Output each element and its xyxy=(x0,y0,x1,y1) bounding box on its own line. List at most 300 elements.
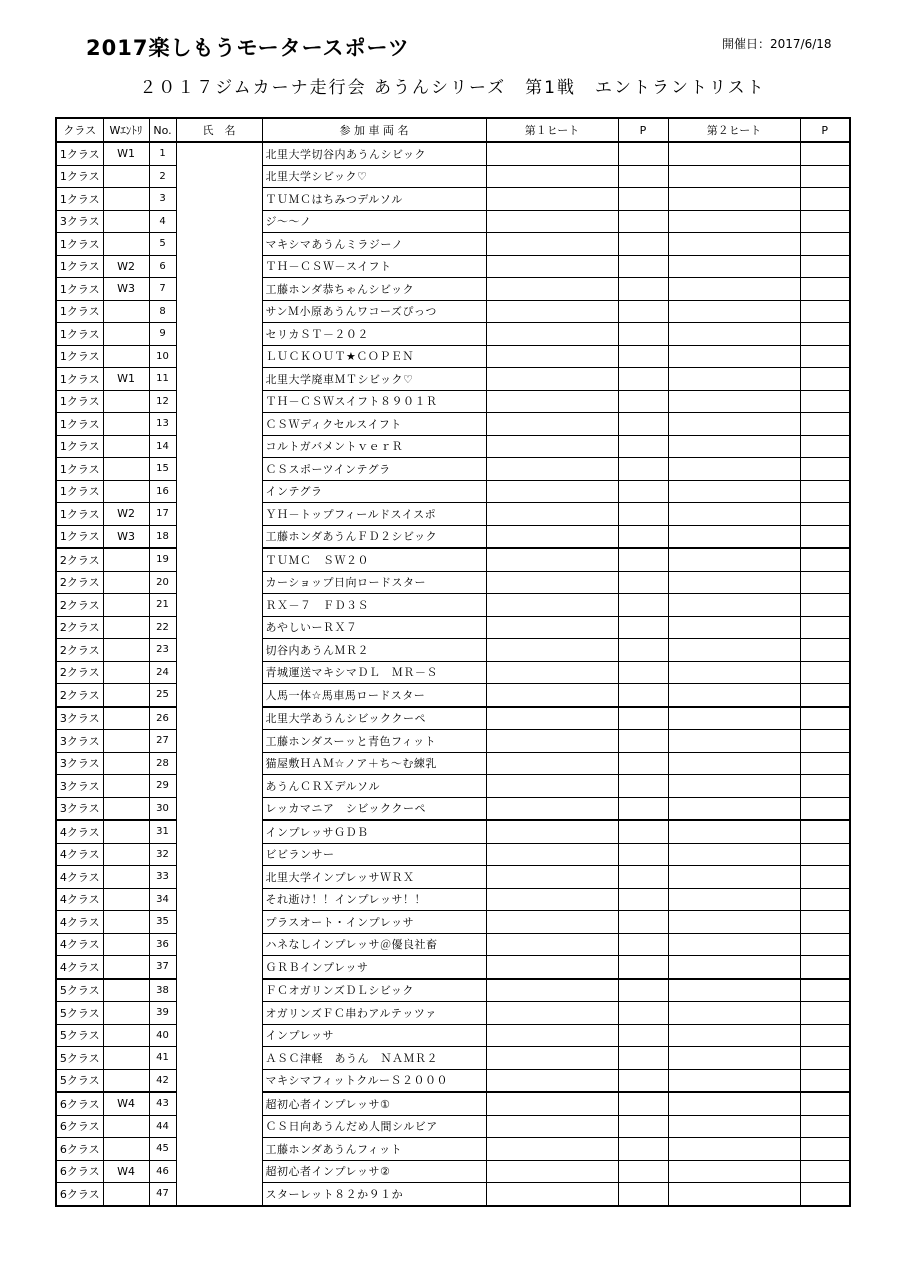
w-entry-cell xyxy=(103,616,149,639)
vehicle-cell: 工藤ホンダスーッと青色フィット xyxy=(262,730,486,753)
penalty-2-cell xyxy=(800,1047,850,1070)
name-cell xyxy=(176,1002,262,1025)
class-cell: 3クラス xyxy=(56,797,103,820)
w-entry-cell xyxy=(103,797,149,820)
vehicle-cell: 超初心者インプレッサ① xyxy=(262,1092,486,1115)
vehicle-cell: あうんＣＲＸデルソル xyxy=(262,775,486,798)
w-entry-cell xyxy=(103,911,149,934)
w-entry-cell xyxy=(103,345,149,368)
w-entry-cell xyxy=(103,866,149,889)
heat-2-cell xyxy=(668,1092,800,1115)
w-entry-cell xyxy=(103,888,149,911)
w-entry-cell xyxy=(103,1115,149,1138)
heat-1-cell xyxy=(486,1024,618,1047)
table-row xyxy=(56,233,850,256)
number-cell: 3 xyxy=(149,188,176,211)
table-row xyxy=(56,797,850,820)
vehicle-cell: ＬＵＣＫＯＵＴ★ＣＯＰＥＮ xyxy=(262,345,486,368)
table-row xyxy=(56,979,850,1002)
penalty-1-cell xyxy=(618,458,668,481)
vehicle-cell: セリカＳＴ－２０２ xyxy=(262,323,486,346)
vehicle-cell: プラスオート・インプレッサ xyxy=(262,911,486,934)
number-cell: 41 xyxy=(149,1047,176,1070)
heat-2-cell xyxy=(668,684,800,707)
name-cell xyxy=(176,1024,262,1047)
class-cell: 4クラス xyxy=(56,866,103,889)
vehicle-cell: マキシマあうんミラジーノ xyxy=(262,233,486,256)
penalty-2-cell xyxy=(800,210,850,233)
penalty-1-cell xyxy=(618,1047,668,1070)
class-cell: 3クラス xyxy=(56,775,103,798)
table-row xyxy=(56,165,850,188)
penalty-1-cell xyxy=(618,730,668,753)
penalty-1-cell xyxy=(618,843,668,866)
class-cell: 1クラス xyxy=(56,368,103,391)
heat-1-cell xyxy=(486,639,618,662)
penalty-2-cell xyxy=(800,1002,850,1025)
vehicle-cell: ＲＸ－７ ＦＤ３Ｓ xyxy=(262,594,486,617)
column-header-penalty-1: P xyxy=(618,118,668,142)
heat-2-cell xyxy=(668,368,800,391)
penalty-2-cell xyxy=(800,1069,850,1092)
class-cell: 6クラス xyxy=(56,1138,103,1161)
class-cell: 2クラス xyxy=(56,571,103,594)
penalty-2-cell xyxy=(800,979,850,1002)
heat-1-cell xyxy=(486,730,618,753)
penalty-1-cell xyxy=(618,390,668,413)
heat-2-cell xyxy=(668,480,800,503)
heat-1-cell xyxy=(486,165,618,188)
penalty-2-cell xyxy=(800,480,850,503)
penalty-1-cell xyxy=(618,1115,668,1138)
penalty-2-cell xyxy=(800,843,850,866)
penalty-1-cell xyxy=(618,661,668,684)
penalty-1-cell xyxy=(618,797,668,820)
penalty-1-cell xyxy=(618,548,668,571)
number-cell: 45 xyxy=(149,1138,176,1161)
heat-2-cell xyxy=(668,165,800,188)
table-row xyxy=(56,775,850,798)
number-cell: 9 xyxy=(149,323,176,346)
class-cell: 2クラス xyxy=(56,684,103,707)
penalty-2-cell xyxy=(800,503,850,526)
penalty-1-cell xyxy=(618,1183,668,1206)
vehicle-cell: 北里大学インプレッサＷＲＸ xyxy=(262,866,486,889)
table-row xyxy=(56,1160,850,1183)
number-cell: 22 xyxy=(149,616,176,639)
column-header-vehicle: 参 加 車 両 名 xyxy=(262,118,486,142)
penalty-2-cell xyxy=(800,188,850,211)
heat-2-cell xyxy=(668,210,800,233)
name-cell xyxy=(176,165,262,188)
w-entry-cell xyxy=(103,775,149,798)
class-cell: 1クラス xyxy=(56,300,103,323)
penalty-2-cell xyxy=(800,255,850,278)
vehicle-cell: ハネなしインプレッサ＠優良社畜 xyxy=(262,933,486,956)
class-cell: 3クラス xyxy=(56,210,103,233)
heat-2-cell xyxy=(668,548,800,571)
class-cell: 4クラス xyxy=(56,820,103,843)
table-row xyxy=(56,616,850,639)
w-entry-cell xyxy=(103,933,149,956)
penalty-2-cell xyxy=(800,548,850,571)
heat-2-cell xyxy=(668,933,800,956)
heat-2-cell xyxy=(668,775,800,798)
table-row xyxy=(56,707,850,730)
name-cell xyxy=(176,956,262,979)
table-row xyxy=(56,730,850,753)
w-entry-cell xyxy=(103,639,149,662)
table-row xyxy=(56,888,850,911)
number-cell: 47 xyxy=(149,1183,176,1206)
number-cell: 38 xyxy=(149,979,176,1002)
vehicle-cell: ＴＨ－ＣＳＷ－スイフト xyxy=(262,255,486,278)
w-entry-cell xyxy=(103,571,149,594)
table-row xyxy=(56,435,850,458)
class-cell: 5クラス xyxy=(56,979,103,1002)
vehicle-cell: ＦＣオガリンズＤＬシビック xyxy=(262,979,486,1002)
table-row xyxy=(56,820,850,843)
heat-2-cell xyxy=(668,142,800,165)
heat-1-cell xyxy=(486,1138,618,1161)
name-cell xyxy=(176,1138,262,1161)
heat-1-cell xyxy=(486,413,618,436)
penalty-1-cell xyxy=(618,933,668,956)
penalty-1-cell xyxy=(618,616,668,639)
w-entry-cell xyxy=(103,594,149,617)
class-cell: 5クラス xyxy=(56,1002,103,1025)
w-entry-cell xyxy=(103,1047,149,1070)
class-cell: 5クラス xyxy=(56,1047,103,1070)
table-row xyxy=(56,1002,850,1025)
penalty-1-cell xyxy=(618,911,668,934)
number-cell: 44 xyxy=(149,1115,176,1138)
table-row xyxy=(56,661,850,684)
number-cell: 27 xyxy=(149,730,176,753)
penalty-1-cell xyxy=(618,255,668,278)
table-row xyxy=(56,843,850,866)
heat-1-cell xyxy=(486,1047,618,1070)
name-cell xyxy=(176,1183,262,1206)
table-row xyxy=(56,458,850,481)
number-cell: 36 xyxy=(149,933,176,956)
table-row xyxy=(56,188,850,211)
table-row xyxy=(56,278,850,301)
heat-1-cell xyxy=(486,866,618,889)
w-entry-cell: W3 xyxy=(103,278,149,301)
number-cell: 39 xyxy=(149,1002,176,1025)
heat-2-cell xyxy=(668,503,800,526)
penalty-1-cell xyxy=(618,888,668,911)
penalty-2-cell xyxy=(800,165,850,188)
w-entry-cell xyxy=(103,730,149,753)
number-cell: 17 xyxy=(149,503,176,526)
vehicle-cell: ＴＵＭＣはちみつデルソル xyxy=(262,188,486,211)
vehicle-cell: 工藤ホンダあうんフィット xyxy=(262,1138,486,1161)
number-cell: 12 xyxy=(149,390,176,413)
vehicle-cell: ＣＳＷディクセルスイフト xyxy=(262,413,486,436)
column-header-heat-1: 第１ヒート xyxy=(486,118,618,142)
penalty-1-cell xyxy=(618,571,668,594)
number-cell: 1 xyxy=(149,142,176,165)
name-cell xyxy=(176,480,262,503)
penalty-1-cell xyxy=(618,165,668,188)
table-row xyxy=(56,866,850,889)
number-cell: 7 xyxy=(149,278,176,301)
heat-2-cell xyxy=(668,1002,800,1025)
penalty-2-cell xyxy=(800,933,850,956)
table-row xyxy=(56,684,850,707)
number-cell: 29 xyxy=(149,775,176,798)
class-cell: 6クラス xyxy=(56,1092,103,1115)
vehicle-cell: インテグラ xyxy=(262,480,486,503)
heat-2-cell xyxy=(668,866,800,889)
class-cell: 1クラス xyxy=(56,278,103,301)
penalty-1-cell xyxy=(618,413,668,436)
heat-2-cell xyxy=(668,390,800,413)
heat-2-cell xyxy=(668,571,800,594)
heat-2-cell xyxy=(668,661,800,684)
penalty-1-cell xyxy=(618,1092,668,1115)
w-entry-cell xyxy=(103,233,149,256)
name-cell xyxy=(176,571,262,594)
number-cell: 46 xyxy=(149,1160,176,1183)
class-cell: 5クラス xyxy=(56,1024,103,1047)
w-entry-cell: W3 xyxy=(103,525,149,548)
vehicle-cell: 北里大学切谷内あうんシビック xyxy=(262,142,486,165)
number-cell: 11 xyxy=(149,368,176,391)
w-entry-cell xyxy=(103,1183,149,1206)
w-entry-cell xyxy=(103,752,149,775)
heat-2-cell xyxy=(668,1024,800,1047)
penalty-2-cell xyxy=(800,956,850,979)
name-cell xyxy=(176,888,262,911)
vehicle-cell: 超初心者インプレッサ② xyxy=(262,1160,486,1183)
heat-2-cell xyxy=(668,843,800,866)
heat-2-cell xyxy=(668,797,800,820)
penalty-2-cell xyxy=(800,278,850,301)
page-title: 2017楽しもうモータースポーツ xyxy=(86,36,410,60)
name-cell xyxy=(176,752,262,775)
name-cell xyxy=(176,390,262,413)
name-cell xyxy=(176,300,262,323)
heat-1-cell xyxy=(486,888,618,911)
heat-2-cell xyxy=(668,458,800,481)
penalty-1-cell xyxy=(618,368,668,391)
heat-2-cell xyxy=(668,188,800,211)
vehicle-cell: ＡＳＣ津軽 あうん ＮＡＭＲ２ xyxy=(262,1047,486,1070)
table-row xyxy=(56,503,850,526)
class-cell: 6クラス xyxy=(56,1160,103,1183)
heat-2-cell xyxy=(668,1160,800,1183)
table-row xyxy=(56,255,850,278)
vehicle-cell: ビビランサー xyxy=(262,843,486,866)
heat-1-cell xyxy=(486,278,618,301)
class-cell: 6クラス xyxy=(56,1183,103,1206)
heat-1-cell xyxy=(486,661,618,684)
heat-1-cell xyxy=(486,525,618,548)
number-cell: 43 xyxy=(149,1092,176,1115)
penalty-2-cell xyxy=(800,707,850,730)
heat-1-cell xyxy=(486,458,618,481)
penalty-2-cell xyxy=(800,820,850,843)
penalty-1-cell xyxy=(618,1002,668,1025)
vehicle-cell: あやしいーＲＸ７ xyxy=(262,616,486,639)
class-cell: 1クラス xyxy=(56,345,103,368)
vehicle-cell: 北里大学あうんシビッククーペ xyxy=(262,707,486,730)
class-cell: 1クラス xyxy=(56,435,103,458)
heat-1-cell xyxy=(486,1002,618,1025)
name-cell xyxy=(176,1069,262,1092)
table-row xyxy=(56,525,850,548)
w-entry-cell xyxy=(103,843,149,866)
penalty-2-cell xyxy=(800,233,850,256)
table-row xyxy=(56,1138,850,1161)
heat-1-cell xyxy=(486,390,618,413)
name-cell xyxy=(176,797,262,820)
penalty-2-cell xyxy=(800,911,850,934)
penalty-1-cell xyxy=(618,820,668,843)
penalty-1-cell xyxy=(618,707,668,730)
heat-1-cell xyxy=(486,820,618,843)
name-cell xyxy=(176,503,262,526)
class-cell: 2クラス xyxy=(56,548,103,571)
class-cell: 4クラス xyxy=(56,888,103,911)
penalty-2-cell xyxy=(800,775,850,798)
penalty-2-cell xyxy=(800,752,850,775)
vehicle-cell: オガリンズＦＣ串わアルテッツァ xyxy=(262,1002,486,1025)
penalty-1-cell xyxy=(618,866,668,889)
heat-2-cell xyxy=(668,752,800,775)
heat-2-cell xyxy=(668,707,800,730)
penalty-1-cell xyxy=(618,594,668,617)
heat-2-cell xyxy=(668,323,800,346)
name-cell xyxy=(176,368,262,391)
entrant-table xyxy=(55,117,851,1207)
page-subtitle: ２０１７ジムカーナ走行会 あうんシリーズ 第1戦 エントラントリスト xyxy=(139,78,766,98)
penalty-2-cell xyxy=(800,435,850,458)
number-cell: 34 xyxy=(149,888,176,911)
penalty-2-cell xyxy=(800,888,850,911)
name-cell xyxy=(176,616,262,639)
w-entry-cell xyxy=(103,165,149,188)
w-entry-cell xyxy=(103,1069,149,1092)
penalty-1-cell xyxy=(618,480,668,503)
number-cell: 40 xyxy=(149,1024,176,1047)
number-cell: 26 xyxy=(149,707,176,730)
class-cell: 4クラス xyxy=(56,911,103,934)
vehicle-cell: 猫屋敷ＨＡＭ☆ノア＋ち～む練乳 xyxy=(262,752,486,775)
name-cell xyxy=(176,707,262,730)
table-row xyxy=(56,933,850,956)
heat-1-cell xyxy=(486,480,618,503)
number-cell: 2 xyxy=(149,165,176,188)
heat-1-cell xyxy=(486,255,618,278)
heat-1-cell xyxy=(486,188,618,211)
table-row xyxy=(56,1183,850,1206)
penalty-1-cell xyxy=(618,503,668,526)
penalty-1-cell xyxy=(618,775,668,798)
vehicle-cell: それ逝け！！インプレッサ！！ xyxy=(262,888,486,911)
penalty-1-cell xyxy=(618,188,668,211)
w-entry-cell: W1 xyxy=(103,142,149,165)
name-cell xyxy=(176,548,262,571)
heat-1-cell xyxy=(486,956,618,979)
penalty-2-cell xyxy=(800,571,850,594)
penalty-2-cell xyxy=(800,639,850,662)
penalty-1-cell xyxy=(618,979,668,1002)
heat-1-cell xyxy=(486,979,618,1002)
vehicle-cell: ＧＲＢインプレッサ xyxy=(262,956,486,979)
table-row xyxy=(56,752,850,775)
penalty-2-cell xyxy=(800,345,850,368)
class-cell: 1クラス xyxy=(56,233,103,256)
heat-1-cell xyxy=(486,210,618,233)
class-cell: 5クラス xyxy=(56,1069,103,1092)
heat-1-cell xyxy=(486,843,618,866)
heat-2-cell xyxy=(668,730,800,753)
heat-2-cell xyxy=(668,255,800,278)
w-entry-cell: W2 xyxy=(103,255,149,278)
column-header-class: クラス xyxy=(56,118,103,142)
heat-1-cell xyxy=(486,323,618,346)
name-cell xyxy=(176,730,262,753)
number-cell: 10 xyxy=(149,345,176,368)
number-cell: 4 xyxy=(149,210,176,233)
heat-1-cell xyxy=(486,233,618,256)
vehicle-cell: マキシマフィットクルーＳ２０００ xyxy=(262,1069,486,1092)
heat-1-cell xyxy=(486,1115,618,1138)
heat-1-cell xyxy=(486,548,618,571)
heat-1-cell xyxy=(486,345,618,368)
table-row xyxy=(56,1115,850,1138)
class-cell: 1クラス xyxy=(56,142,103,165)
table-row xyxy=(56,323,850,346)
vehicle-cell: レッカマニア シビッククーペ xyxy=(262,797,486,820)
heat-1-cell xyxy=(486,707,618,730)
heat-2-cell xyxy=(668,233,800,256)
penalty-2-cell xyxy=(800,1138,850,1161)
penalty-2-cell xyxy=(800,730,850,753)
table-row xyxy=(56,639,850,662)
w-entry-cell xyxy=(103,390,149,413)
penalty-2-cell xyxy=(800,661,850,684)
heat-2-cell xyxy=(668,1138,800,1161)
vehicle-cell: インプレッサＧＤＢ xyxy=(262,820,486,843)
penalty-1-cell xyxy=(618,210,668,233)
number-cell: 32 xyxy=(149,843,176,866)
w-entry-cell xyxy=(103,661,149,684)
class-cell: 4クラス xyxy=(56,843,103,866)
w-entry-cell: W4 xyxy=(103,1160,149,1183)
penalty-1-cell xyxy=(618,1138,668,1161)
vehicle-cell: ＣＳ日向あうんだめ人間シルビア xyxy=(262,1115,486,1138)
vehicle-cell: スターレット８２か９１か xyxy=(262,1183,486,1206)
name-cell xyxy=(176,1092,262,1115)
table-row xyxy=(56,911,850,934)
heat-2-cell xyxy=(668,1069,800,1092)
heat-2-cell xyxy=(668,1047,800,1070)
name-cell xyxy=(176,684,262,707)
name-cell xyxy=(176,345,262,368)
vehicle-cell: ＣＳスポーツインテグラ xyxy=(262,458,486,481)
name-cell xyxy=(176,661,262,684)
penalty-1-cell xyxy=(618,300,668,323)
penalty-2-cell xyxy=(800,684,850,707)
w-entry-cell xyxy=(103,323,149,346)
table-row xyxy=(56,548,850,571)
number-cell: 28 xyxy=(149,752,176,775)
